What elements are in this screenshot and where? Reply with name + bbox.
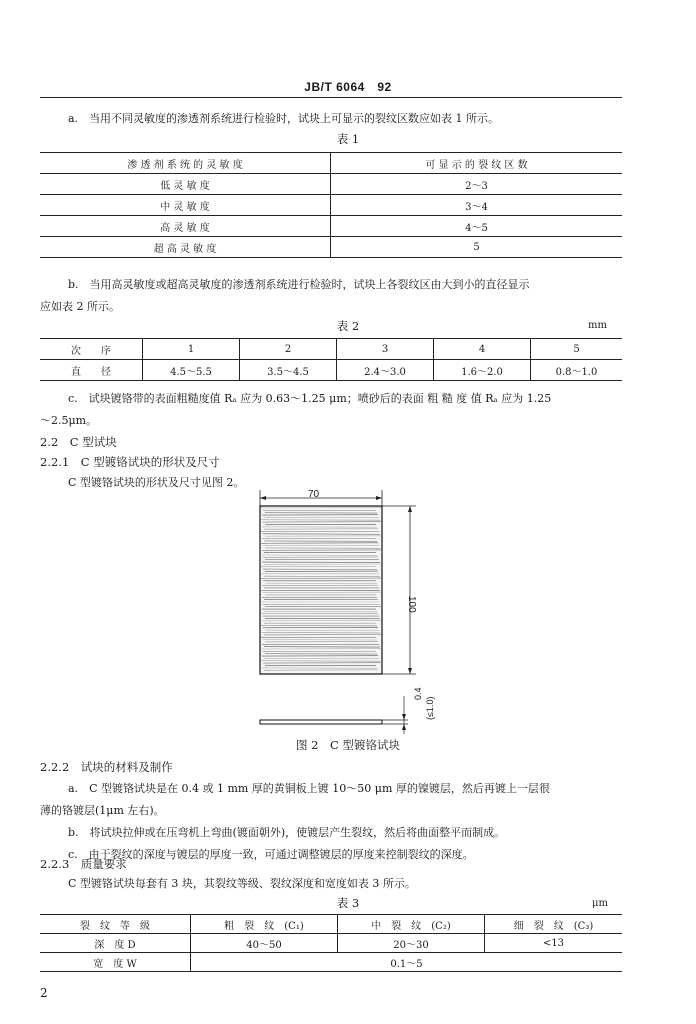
table2-cell: 4.5～5.5 [143, 360, 240, 381]
section-title: C 型试块 [69, 435, 117, 449]
table2-unit: mm [588, 320, 607, 331]
table-row [40, 216, 622, 237]
section-2-2-1 [40, 451, 622, 473]
para-b-line1: 当用高灵敏度或超高灵敏度的渗透剂系统进行检验时，试块上各裂纹区由大到小的直径显示 [89, 278, 530, 291]
section-2-2-3 [40, 853, 622, 875]
table1-cell: 2～3 [331, 174, 623, 195]
table3-cell: 深 度 D [40, 934, 191, 953]
table1-cell: 3～4 [331, 195, 623, 216]
table-3 [40, 914, 622, 972]
table2-cell: 直 径 [40, 360, 143, 381]
table-row [40, 153, 622, 174]
table1-cell: 低 灵 敏 度 [40, 174, 331, 195]
table-row [40, 953, 622, 972]
section-title: 质量要求 [80, 857, 127, 871]
table-2 [40, 338, 622, 381]
table2-cell: 5 [531, 339, 623, 360]
header-rule [40, 97, 622, 98]
table-row [40, 915, 622, 934]
table2-cell: 0.8～1.0 [531, 360, 623, 381]
section-title: 试块的材料及制作 [80, 760, 173, 774]
para-c-line1: 试块镀铬带的表面粗糙度值 Rₐ 应为 0.63～1.25 μm；喷砂后的表面 粗 糙 度 值 Rₐ 应为 1.25 [88, 392, 552, 405]
table2-cell: 4 [434, 339, 531, 360]
table2-cell: 2.4～3.0 [337, 360, 434, 381]
item-text: 将试块拉伸或在压弯机上弯曲(镀面朝外)，使镀层产生裂纹，然后将曲面整平而制成。 [89, 826, 506, 839]
section-2-2 [40, 431, 622, 453]
table2-cell: 1 [143, 339, 240, 360]
table3-unit: μm [592, 898, 608, 909]
table2-caption: 表 2 [336, 319, 360, 333]
table1-cell: 高 灵 敏 度 [40, 216, 331, 237]
table3-header: 裂 纹 等 级 [40, 915, 191, 934]
section-number: 2.2.2 [40, 760, 70, 774]
dim-thickness-label: 0.4 [413, 687, 423, 700]
section-title: C 型镀铬试块的形状及尺寸 [80, 455, 220, 469]
table1-cell: 超 高 灵 敏 度 [40, 237, 331, 258]
item-marker: b. [68, 826, 79, 839]
table-row [40, 237, 622, 258]
table3-cell: 0.1～5 [191, 953, 623, 972]
table1-cell: 4～5 [331, 216, 623, 237]
dim-width-label: 70 [308, 489, 320, 500]
table-row [40, 174, 622, 195]
section-2-2-2-a [40, 778, 622, 800]
section-number: 2.2.3 [40, 857, 70, 871]
page-number: 2 [40, 986, 48, 1000]
dim-height-label: 100 [406, 596, 417, 613]
para-c-marker: c. [68, 392, 78, 405]
para-c-line2: ～2.5μm。 [40, 414, 98, 427]
section-number: 2.2.1 [40, 455, 70, 469]
table3-cell: 宽 度 W [40, 953, 191, 972]
table-row [40, 339, 622, 360]
table3-cell: 40～50 [191, 934, 338, 953]
para-b-marker: b. [68, 278, 79, 291]
table1-header-zones: 可 显 示 的 裂 纹 区 数 [331, 153, 623, 174]
table2-cell: 2 [240, 339, 337, 360]
table3-header: 细 裂 纹 (C₃) [485, 915, 623, 934]
section-number: 2.2 [40, 435, 59, 449]
figure-2-caption: 图 2 C 型镀铬试块 [296, 738, 400, 752]
item-text: C 型镀铬试块是在 0.4 或 1 mm 厚的黄铜板上镀 10～50 μm 厚的镍镀层，然后再镀上一层很 [89, 782, 550, 795]
table3-cell: 20～30 [338, 934, 485, 953]
item-marker: a. [68, 782, 79, 795]
table1-cell: 5 [331, 237, 623, 258]
table1-header-sensitivity: 渗 透 剂 系 统 的 灵 敏 度 [40, 153, 331, 174]
table2-cell: 3.5～4.5 [240, 360, 337, 381]
item-text: 由于裂纹的深度与镀层的厚度一致，可通过调整镀层的厚度来控制裂纹的深度。 [88, 848, 474, 861]
section-2-2-1-body: C 型镀铬试块的形状及尺寸见图 2。 [68, 476, 245, 489]
para-a-marker: a. [68, 112, 79, 125]
table1-caption: 表 1 [336, 132, 360, 146]
section-2-2-2-a-line2: 薄的铬镀层(1μm 左右)。 [40, 804, 165, 817]
table2-cell: 次 序 [40, 339, 143, 360]
table2-cell: 3 [337, 339, 434, 360]
table3-caption: 表 3 [336, 896, 360, 910]
paragraph-b [40, 274, 622, 296]
para-a-text: 当用不同灵敏度的渗透剂系统进行检验时，试块上可显示的裂纹区数应如表 1 所示。 [89, 112, 500, 125]
table3-header: 粗 裂 纹 (C₁) [191, 915, 338, 934]
paragraph-c [40, 388, 622, 410]
section-2-2-3-body: C 型镀铬试块每套有 3 块，其裂纹等级、裂纹深度和宽度如表 3 所示。 [68, 877, 416, 890]
dim-thickness-max-label: (≤1.0) [425, 696, 435, 720]
item-marker: c. [68, 848, 78, 861]
table2-cell: 1.6～2.0 [434, 360, 531, 381]
table-1 [40, 152, 622, 258]
table1-cell: 中 灵 敏 度 [40, 195, 331, 216]
table-row [40, 360, 622, 381]
table-row [40, 195, 622, 216]
table3-cell: <13 [485, 934, 623, 953]
standard-header: JB/T 6064 92 [304, 80, 392, 94]
section-2-2-2 [40, 756, 622, 778]
table-row [40, 934, 622, 953]
table3-header: 中 裂 纹 (C₂) [338, 915, 485, 934]
para-b-line2: 应如表 2 所示。 [40, 300, 120, 313]
section-2-2-2-b [40, 822, 622, 844]
paragraph-a [40, 108, 622, 130]
